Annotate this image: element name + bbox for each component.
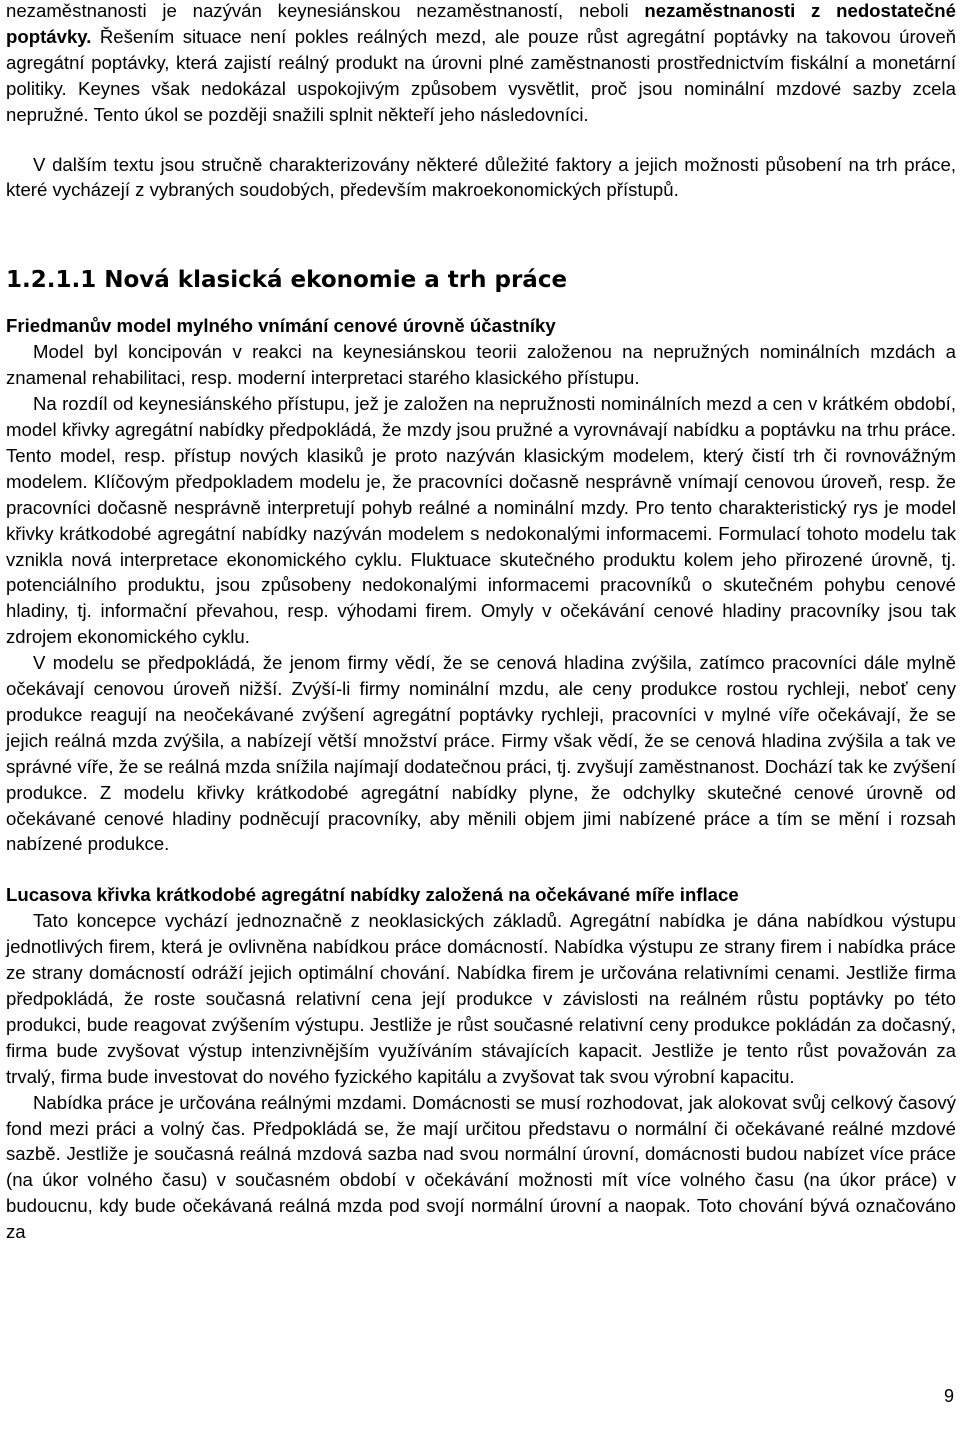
friedman-paragraph-3: V modelu se předpokládá, že jenom firmy vědí, že se cenová hladina zvýšila, zatímco pracovníci dále mylně očekávají cenovou úroveň nižší. Zvýší-li firmy nominální mzdu, ale ceny produkce rostou rychleji, neboť ceny produkce reagují na neočekávané zvýšení agregátní poptávky rychleji, pracovníci v mylné víře očekávají, že se jejich reálná mzda zvýšila, a nabízejí větší množství práce. Firmy však vědí, že se cenová hladina zvýšila a tak ve správné víře, že se reálná mzda snížila najímají dodatečnou práci, tj. zvyšují zaměstnanost. Dochází tak ke zvýšení produkce. Z modelu křivky krátkodobé agregátní nabídky plyne, že odchylky skutečné cenové úrovně od očekávané cenové hladiny podněcují pracovníky, aby měnili objem jimi nabízené práce a tím se mění i rozsah nabízené produkce. [6,652,956,855]
section-heading: 1.2.1.1 Nová klasická ekonomie a trh práce [6,267,568,294]
friedman-paragraph-2: Na rozdíl od keynesiánského přístupu, jež je založen na nepružnosti nominálních mezd a cen v krátkém období, model křivky agregátní nabídky předpokládá, že mzdy jsou pružné a vyrovnávají nabídku a poptávku na trhu práce. Tento model, resp. přístup nových klasiků je proto nazýván klasickým modelem, který čistí trh či rovnovážným modelem. Klíčovým předpokladem modelu je, že pracovníci dočasně nesprávně vnímají cenovou úroveň, resp. že pracovníci dočasně nesprávně interpretují pohyb reálné a nominální mzdy. Pro tento charakteristický rys je model křivky krátkodobé agregátní nabídky nazýván modelem s nedokonalými informacemi. Formulací tohoto modelu tak vznikla nová interpretace ekonomického cyklu. Fluktuace skutečného produktu kolem jeho přirozené úrovně, tj. potenciálního produktu, jsou způsobeny nedokonalými informacemi pracovníků o skutečném pohybu cenové hladiny, tj. informační převahou, resp. výhodami firem. Omyly v očekávání cenové hladiny pracovníky jsou tak zdrojem ekonomického cyklu. [6,393,956,648]
page-number: 9 [943,1386,954,1406]
friedman-paragraph-1: Model byl koncipován v reakci na keynesiánskou teorii založenou na nepružných nominálních mzdách a znamenal rehabilitaci, resp. moderní interpretaci starého klasického přístupu. [6,341,956,389]
intro-rest: Řešením situace není pokles reálných mezd, ale pouze růst agregátní poptávky na takovou úroveň agregátní poptávky, která zajistí reálný produkt na úrovni plné zaměstnanosti prostřednictvím fiskální a monetární politiky. Keynes však nedokázal uspokojivým způsobem vysvětlit, proč jsou nominální mzdové sazby zcela nepružné. Tento úkol se později snažili splnit někteří jeho následovníci. [6,25,956,125]
lucas-paragraph-2: Nabídka práce je určována reálnými mzdami. Domácnosti se musí rozhodovat, jak alokovat svůj celkový časový fond mezi práci a volný čas. Předpokládá se, že mají určitou představu o normální či očekávané reálné mzdové sazbě. Jestliže je současná reálná mzdová sazba nad svou normální úrovní, domácnosti budou nabízet více práce (na úkor volného času) v současném období v očekávání možnosti mít více volného času (na úkor práce) v budoucnu, kdy bude očekávaná reálná mzda pod svojí normální úrovní a naopak. Toto chování bývá označováno za [6,1091,956,1243]
intro-lead: nezaměstnanosti je nazýván keynesiánskou nezaměstnaností, neboli [6,0,645,21]
lucas-heading: Lucasova křivka krátkodobé agregátní nabídky založená na očekávané míře inflace [6,884,739,906]
paragraph-factors: V dalším textu jsou stručně charakterizovány některé důležité faktory a jejich možnosti působení na trh práce, které vycházejí z vybraných soudobých, především makroekonomických přístupů. [6,153,956,201]
intro-term: nezaměstnanosti z nedostatečné poptávky. [6,0,956,47]
friedman-heading: Friedmanův model mylného vnímání cenové úrovně účastníky [6,315,556,337]
intro-paragraph [6,0,956,128]
document-page [6,0,956,1245]
lucas-paragraph-1: Tato koncepce vychází jednoznačně z neoklasických základů. Agregátní nabídka je dána nabídkou výstupu jednotlivých firem, která je ovlivněna nabídkou práce domácností. Nabídka výstupu ze strany firem i nabídka práce ze strany domácností odráží jejich optimální chování. Nabídka firem je určována relativními cenami. Jestliže firma předpokládá, že roste současná relativní cena její produkce v závislosti na reálném růstu poptávky po této produkci, bude reagovat zvýšením výstupu. Jestliže je růst současné relativní ceny produkce pokládán za dočasný, firma bude zvyšovat výstup intenzivnějším využíváním stávajících kapacit. Jestliže je tento růst považován za trvalý, firma bude investovat do nového fyzického kapitálu a zvyšovat tak svou výrobní kapacitu. [6,910,956,1087]
